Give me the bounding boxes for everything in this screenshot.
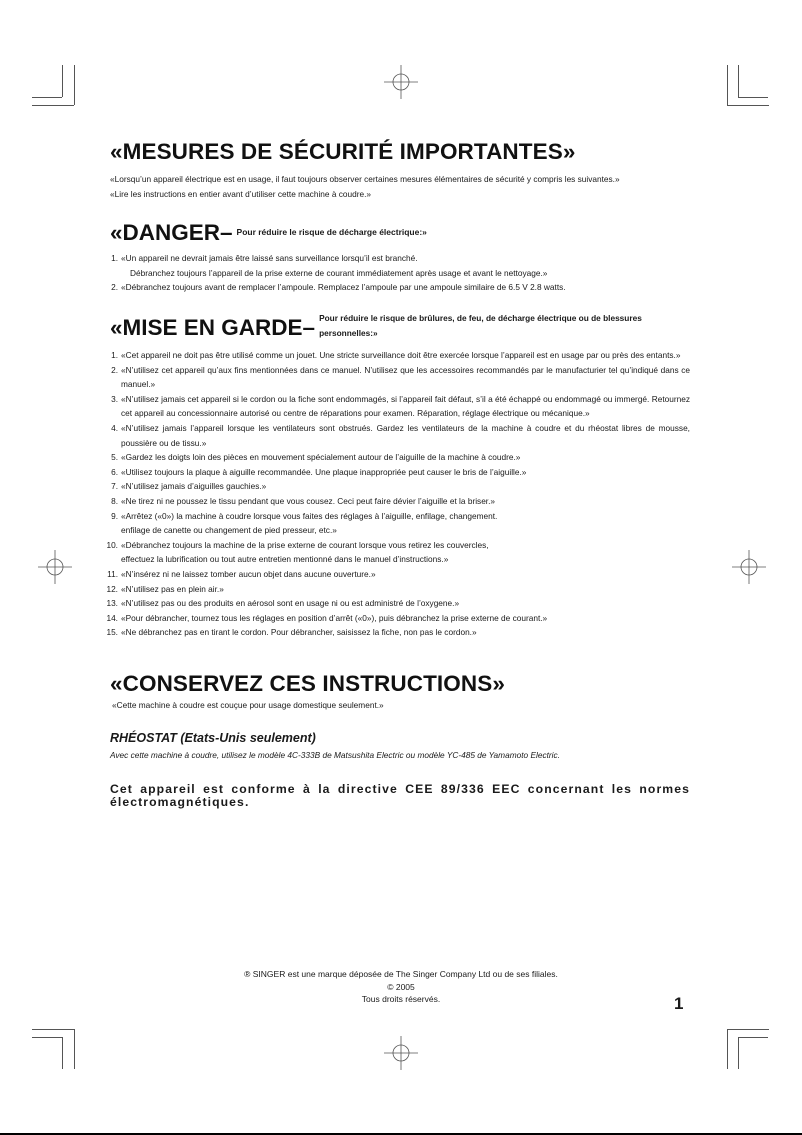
- danger-subtitle: Pour réduire le risque de décharge électrique:»: [236, 227, 427, 237]
- crop-mark: [62, 1037, 63, 1069]
- list-item: 1. «Cet appareil ne doit pas être utilisé comme un jouet. Une stricte surveillance doit être exercée lorsque l’appareil est en usage par ou près des entants.»: [111, 350, 681, 360]
- crop-mark: [32, 97, 62, 98]
- crop-mark: [74, 65, 75, 105]
- list-item: 11. «N’insérez ni ne laissez tomber aucun objet dans aucune ouverture.»: [107, 568, 376, 579]
- list-item: 3. «N’utilisez jamais cet appareil si le cordon ou la fiche sont endommagés, si l’appareil fait défaut, s’il a été échappé ou endommagé ou immergé. Retournez cet appareil au concessionnaire autorisé ou centre de réparations pour examen. Réparation, réglage électrique ou mécanique.»: [111, 393, 690, 419]
- list-item: 5. «Gardez les doigts loin des pièces en mouvement spécialement autour de l’aiguille de la machine à coudre.»: [111, 452, 521, 463]
- crop-mark: [32, 1037, 62, 1038]
- danger-title: «DANGER–: [110, 220, 233, 245]
- crop-mark: [738, 97, 768, 98]
- warning-list: [101, 348, 690, 640]
- list-item: 8. «Ne tirez ni ne poussez le tissu pendant que vous cousez. Ceci peut faire dévier l’aiguille et la briser.»: [111, 495, 496, 506]
- crop-mark: [727, 1029, 769, 1030]
- list-item: 7. «N’utilisez jamais d’aiguilles gauchies.»: [111, 481, 267, 492]
- list-item: 1. «Un appareil ne devrait jamais être laissé sans surveillance lorsqu’il est branché.: [111, 253, 418, 263]
- warning-title: «MISE EN GARDE–: [110, 315, 316, 340]
- registration-mark-icon: [384, 1036, 418, 1070]
- list-item: Débranchez toujours l’appareil de la prise externe de courant immédiatement après usage et avant le nettoyage.»: [130, 267, 548, 278]
- crop-mark: [727, 65, 728, 105]
- danger-heading: [110, 220, 427, 246]
- heading-conserve: «CONSERVEZ CES INSTRUCTIONS»: [110, 671, 505, 696]
- warning-heading: [110, 311, 690, 341]
- list-item: 9. «Arrêtez («0») la machine à coudre lorsque vous faites des réglages à l’aiguille, enfilage, changement. enfilage de canette ou changement de pied presseur, etc.»: [111, 510, 498, 536]
- trademark-note: ® SINGER est une marque déposée de The Singer Company Ltd ou de ses filiales.: [244, 969, 558, 979]
- list-item: 4. «N’utilisez jamais l’appareil lorsque les ventilateurs sont obstrués. Gardez les ventilateurs de la machine à coudre et du rhéostat libres de mousse, poussière ou de tissu.»: [111, 422, 690, 448]
- rights-note: Tous droits réservés.: [361, 994, 441, 1004]
- page-number: 1: [674, 994, 684, 1013]
- crop-mark: [738, 1037, 768, 1038]
- crop-mark: [32, 105, 74, 106]
- rheostat-title: RHÉOSTAT (Etats-Unis seulement): [110, 731, 316, 745]
- crop-mark: [738, 1037, 739, 1069]
- list-item: 12. «N’utilisez pas en plein air.»: [106, 583, 224, 594]
- intro-paragraph: «Lire les instructions en entier avant d’utiliser cette machine à coudre.»: [110, 188, 372, 199]
- list-item: 6. «Utilisez toujours la plaque à aiguille recommandée. Une plaque inappropriée peut causer le bris de l’aiguille.»: [111, 466, 527, 477]
- list-item: 2. «N’utilisez cet appareil qu’aux fins mentionnées dans ce manuel. N’utilisez que les accessoires recommandés par le manufacturier tel qu’indiqué dans ce manuel.»: [111, 364, 690, 390]
- crop-mark: [74, 1029, 75, 1069]
- registration-mark-icon: [732, 550, 766, 584]
- intro-section: [110, 172, 690, 201]
- danger-list: [101, 251, 690, 295]
- registration-mark-icon: [384, 65, 418, 99]
- crop-mark: [727, 105, 769, 106]
- list-item: 13. «N’utilisez pas ou des produits en aérosol sont en usage ni ou est administré de l’oxygene.»: [106, 598, 460, 609]
- copyright-year: © 2005: [387, 981, 415, 992]
- intro-paragraph: «Lorsqu’un appareil électrique est en usage, il faut toujours observer certaines mesures élémentaires de sécurité y compris les suivantes.»: [110, 174, 620, 184]
- crop-mark: [727, 1029, 728, 1069]
- heading-safety: «MESURES DE SÉCURITÉ IMPORTANTES»: [110, 139, 576, 164]
- list-item: 10. «Débranchez toujours la machine de la prise externe de courant lorsque vous retirez les couvercles, effectuez la lubrification ou tout autre entretien mentionné dans le manuel d’instructions.»: [106, 539, 489, 565]
- domestic-use-note: «Cette machine à coudre est couçue pour usage domestique seulement.»: [112, 700, 384, 710]
- warning-subtitle: Pour réduire le risque de brûlures, de feu, de décharge électrique ou de blessures personnelles:»: [319, 313, 642, 338]
- conformity-statement: Cet appareil est conforme à la directive CEE 89/336 EEC concernant les normes électromagnétiques.: [110, 782, 690, 809]
- crop-mark: [62, 65, 63, 97]
- list-item: 15. «Ne débranchez pas en tirant le cordon. Pour débrancher, saisissez la fiche, non pas le cordon.»: [106, 627, 477, 638]
- list-item: 2. «Débranchez toujours avant de remplacer l’ampoule. Remplacez l’ampoule par une ampoule similaire de 6.5 V 2.8 watts.: [111, 282, 566, 293]
- rheostat-text: Avec cette machine à coudre, utilisez le modèle 4C-333B de Matsushita Electric ou modèle YC-485 de Yamamoto Electric.: [110, 750, 560, 760]
- crop-mark: [738, 65, 739, 97]
- crop-mark: [32, 1029, 74, 1030]
- list-item: 14. «Pour débrancher, tournez tous les réglages en position d’arrêt («0»), puis débranchez la prise externe de courant.»: [106, 612, 548, 623]
- registration-mark-icon: [38, 550, 72, 584]
